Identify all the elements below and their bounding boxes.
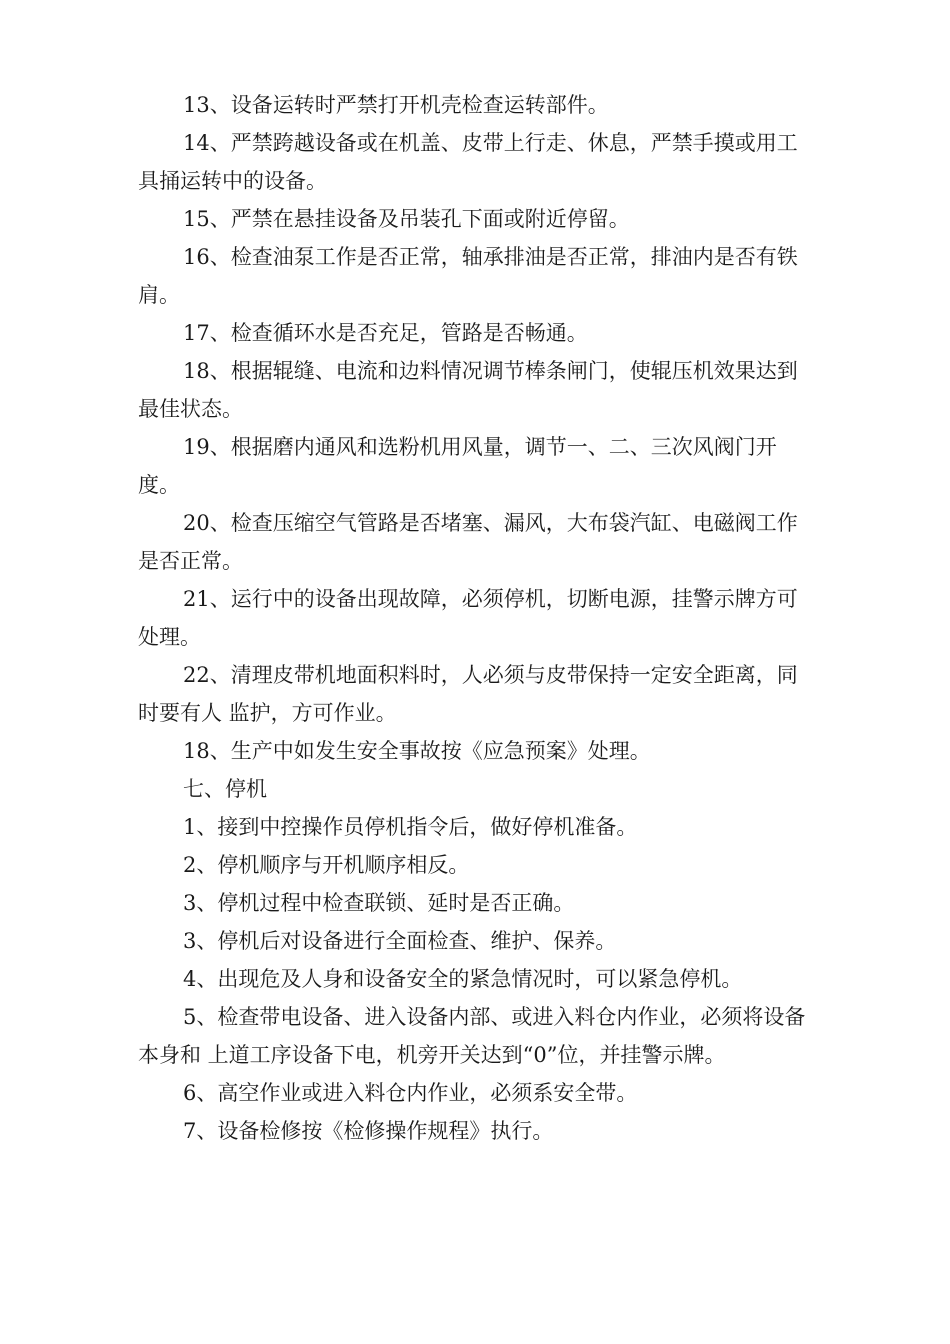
- document-body: [138, 86, 818, 1150]
- shutdown-item-3b: 3、停机后对设备进行全面检查、维护、保养。: [183, 929, 617, 953]
- section-heading-shutdown: 七、停机: [183, 777, 267, 801]
- shutdown-item-7: 7、设备检修按《检修操作规程》执行。: [183, 1119, 554, 1143]
- shutdown-item-1: 1、接到中控操作员停机指令后，做好停机准备。: [183, 815, 638, 839]
- paragraph-18: 18、根据辊缝、电流和边料情况调节棒条闸门，使辊压机效果达到最佳状态。: [138, 359, 798, 421]
- paragraph-13: 13、设备运转时严禁打开机壳检查运转部件。: [183, 93, 609, 117]
- paragraph-21: 21、运行中的设备出现故障，必须停机，切断电源，挂警示牌方可处理。: [138, 587, 798, 649]
- paragraph-19: 19、根据磨内通风和选粉机用风量，调节一、二、三次风阀门开度。: [138, 435, 777, 497]
- paragraph-17: 17、检查循环水是否充足，管路是否畅通。: [183, 321, 588, 345]
- paragraph-22: 22、清理皮带机地面积料时，人必须与皮带保持一定安全距离，同时要有人 监护，方可作业。: [138, 663, 798, 725]
- shutdown-item-3a: 3、停机过程中检查联锁、延时是否正确。: [183, 891, 575, 915]
- shutdown-item-6: 6、高空作业或进入料仓内作业，必须系安全带。: [183, 1081, 638, 1105]
- paragraph-16: 16、检查油泵工作是否正常，轴承排油是否正常，排油内是否有铁肩。: [138, 245, 798, 307]
- paragraph-20: 20、检查压缩空气管路是否堵塞、漏风，大布袋汽缸、电磁阀工作是否正常。: [138, 511, 798, 573]
- shutdown-item-4: 4、出现危及人身和设备安全的紧急情况时，可以紧急停机。: [183, 967, 743, 991]
- paragraph-15: 15、严禁在悬挂设备及吊装孔下面或附近停留。: [183, 207, 630, 231]
- shutdown-item-5: 5、检查带电设备、进入设备内部、或进入料仓内作业，必须将设备本身和 上道工序设备下电，机旁开关达到“0”位，并挂警示牌。: [138, 1005, 806, 1067]
- shutdown-item-2: 2、停机顺序与开机顺序相反。: [183, 853, 470, 877]
- paragraph-14: 14、严禁跨越设备或在机盖、皮带上行走、休息，严禁手摸或用工具捅运转中的设备。: [138, 131, 798, 193]
- paragraph-18-emergency: 18、生产中如发生安全事故按《应急预案》处理。: [183, 739, 651, 763]
